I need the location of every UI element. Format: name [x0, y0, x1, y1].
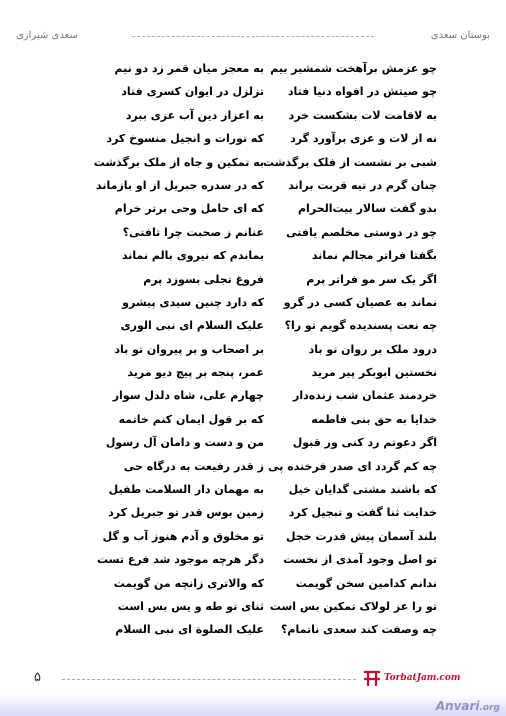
verse-first-hemistich: بدو گفت سالار بیت‌الحرام [297, 202, 437, 216]
page-footer [10, 668, 496, 690]
verse-second-hemistich: علیک الصلوة ای نبی السلام [115, 623, 264, 637]
verse-row [14, 338, 492, 361]
verse-second-hemistich: علیک السلام ای نبی الوری [120, 319, 264, 333]
verse-first-hemistich: چو در دوستی مخلصم یافتی [286, 225, 437, 239]
verse-first-hemistich: نه از لات و عزی برآورد گرد [290, 132, 437, 146]
verse-row [14, 595, 492, 618]
verse-second-hemistich: ز قدر رفیعت به درگاه حی [123, 459, 264, 473]
verse-first-hemistich: نخستین ابوبکر پیر مرید [311, 366, 437, 380]
verse-first-hemistich: که باشند مشتی گدایان خیل [288, 483, 437, 497]
verse-second-hemistich: به اعزاز دین آب عزی ببرد [125, 108, 264, 122]
verse-row [14, 384, 492, 407]
verse-first-hemistich: چه وصفت کند سعدی ناتمام؟ [281, 623, 437, 637]
verse-row [14, 174, 492, 197]
page-number: ۵ [34, 670, 41, 685]
verse-row [14, 104, 492, 127]
verse-first-hemistich: اگر یک سر مو فراتر پرم [306, 272, 437, 286]
verse-second-hemistich: به تمکین و جاه از ملک برگذشت [93, 155, 264, 169]
verse-second-hemistich: عمر، پنجه بر پیچ دیو مرید [127, 366, 264, 380]
verse-row [14, 455, 492, 478]
verse-row [14, 197, 492, 220]
verse-first-hemistich: خدایت ثنا گفت و تبجیل کرد [288, 506, 437, 520]
verse-first-hemistich: درود ملک بر روان تو باد [308, 342, 437, 356]
verse-second-hemistich: که والاتری زانچه من گویمت [113, 576, 264, 590]
verse-first-hemistich: چو صیتش در افواه دنیا فتاد [287, 85, 437, 99]
verse-first-hemistich: شبی بر نشست از فلک برگذشت [263, 155, 437, 169]
verse-first-hemistich: بگفتا فراتر مجالم نماند [311, 249, 437, 263]
page-header [12, 22, 494, 48]
verse-first-hemistich: چه نعت پسندیده گویم تو را؟ [284, 319, 437, 333]
verse-row [14, 618, 492, 641]
verse-first-hemistich: چو عزمش برآهخت شمشیر بیم [270, 62, 437, 75]
verse-first-hemistich: تو اصل وجود آمدی از نخست [283, 553, 437, 567]
poem-body [14, 57, 492, 642]
verse-row [14, 151, 492, 174]
author-name: سعدی شیرازی [16, 30, 78, 41]
watermark-suffix: .org [479, 703, 500, 713]
verse-row [14, 501, 492, 524]
verse-first-hemistich: نماند به عصیان کسی در گرو [283, 295, 437, 309]
verse-second-hemistich: بر اصحاب و بر پیروان تو باد [114, 342, 264, 356]
verse-first-hemistich: به لاقامت لات بشکست خرد [288, 108, 437, 122]
verse-row [14, 244, 492, 267]
verse-second-hemistich: تزلزل در ایوان کسری فتاد [121, 85, 264, 99]
verse-second-hemistich: من و دست و دامان آل رسول [105, 436, 264, 450]
verse-second-hemistich: بماندم که نیروی بالم نماند [121, 249, 264, 263]
logo-text: TorbatJam.com [384, 673, 461, 683]
verse-first-hemistich: خردمند عثمان شب زنده‌دار [293, 389, 437, 403]
header-divider [132, 36, 374, 37]
verse-row [14, 127, 492, 150]
verse-second-hemistich: دگر هرچه موجود شد فرع تست [97, 553, 264, 567]
verse-row [14, 80, 492, 103]
verse-first-hemistich: چنان گرم در تیه قربت براند [288, 178, 437, 192]
verse-second-hemistich: عنانم ز صحبت چرا تافتی؟ [122, 225, 264, 239]
verse-second-hemistich: تو مخلوق و آدم هنوز آب و گل [102, 529, 264, 543]
verse-second-hemistich: که در سدره جبریل از او بازماند [96, 178, 264, 192]
verse-second-hemistich: به مهمان دار السلامت طفیل [108, 483, 264, 497]
footer-divider [62, 679, 356, 680]
verse-first-hemistich: بلند آسمان پیش قدرت خجل [285, 529, 437, 543]
verse-second-hemistich: به معجز میان قمر زد دو نیم [114, 62, 264, 75]
verse-second-hemistich: که ای حامل وحی برتر خرام [114, 202, 264, 216]
verse-second-hemistich: فروغ تجلی بسوزد پرم [143, 272, 264, 286]
verse-second-hemistich: ثنای تو طه و یس بس است [117, 599, 264, 613]
verse-row [14, 548, 492, 571]
verse-row [14, 408, 492, 431]
torbatjam-logo[interactable] [362, 668, 466, 688]
verse-first-hemistich: ندانم کدامین سخن گویمت [295, 576, 437, 590]
verse-second-hemistich: که تورات و انجیل منسوخ کرد [106, 132, 264, 146]
book-title: بوستان سعدی [430, 30, 490, 41]
verse-first-hemistich: اگر دعوتم رد کنی ور قبول [292, 436, 437, 450]
verse-row [14, 478, 492, 501]
verse-second-hemistich: که بر قول ایمان کنم خاتمه [118, 412, 264, 426]
verse-second-hemistich: که دارد چنین سیدی پیشرو [122, 295, 264, 309]
verse-second-hemistich: چهارم علی، شاه دلدل سوار [112, 389, 264, 403]
verse-row [14, 525, 492, 548]
verse-first-hemistich: تو را عز لولاک تمکین بس است [269, 599, 437, 613]
verse-row [14, 57, 492, 80]
watermark-text: Anvari [435, 699, 480, 713]
verse-row [14, 431, 492, 454]
verse-second-hemistich: زمین بوس قدر تو جبریل کرد [108, 506, 264, 520]
verse-row [14, 314, 492, 337]
verse-row [14, 361, 492, 384]
verse-row [14, 291, 492, 314]
verse-first-hemistich: خدایا به حق بنی فاطمه [311, 412, 437, 426]
verse-row [14, 268, 492, 291]
verse-first-hemistich: چه کم گردد ای صدر فرخنده پی [268, 459, 437, 473]
site-watermark [436, 699, 500, 713]
verse-row [14, 221, 492, 244]
watermark-bar [0, 694, 506, 716]
logo-mark-icon [362, 668, 382, 688]
verse-row [14, 572, 492, 595]
